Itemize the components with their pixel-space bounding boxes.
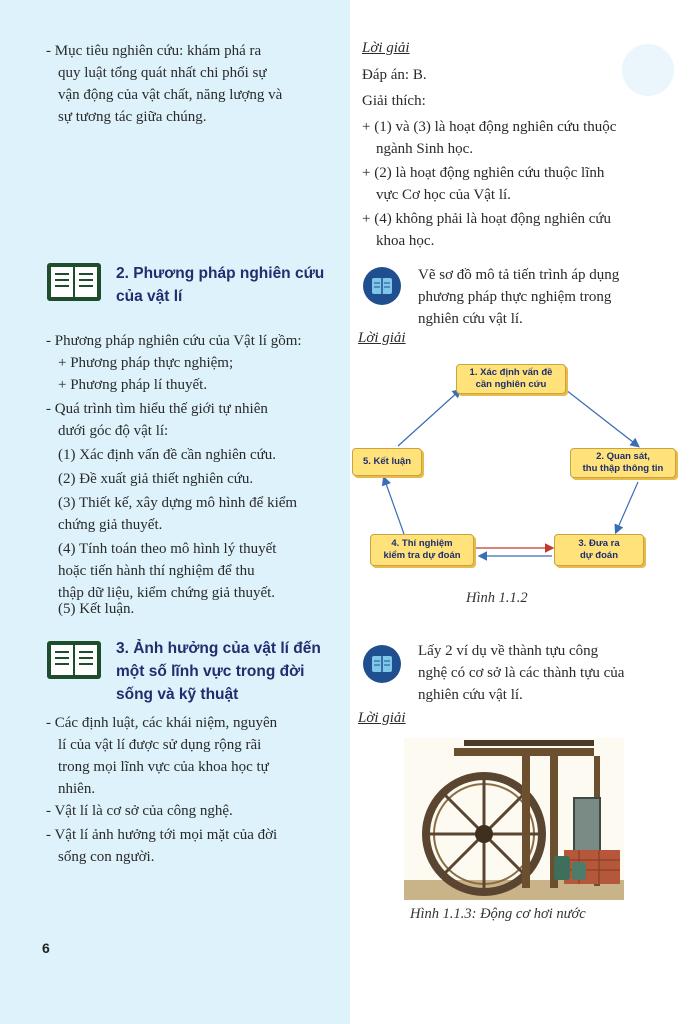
diagram-box-1: 1. Xác định vấn đề cần nghiên cứu	[456, 364, 566, 394]
arrow-4-to-5	[384, 478, 404, 534]
answer1-dap-an: Đáp án: B.	[362, 67, 427, 83]
figure-caption-1-1-2: Hình 1.1.2	[466, 590, 528, 606]
diagram-box-3: 3. Đưa ra dự đoán	[554, 534, 644, 566]
page-number: 6	[42, 940, 50, 956]
answer1-giai-thich: Giải thích:	[362, 93, 426, 109]
figure-caption-1-1-3: Hình 1.1.3: Động cơ hơi nước	[410, 906, 586, 922]
book-icon	[46, 262, 102, 302]
answer1-label: Lời giải	[362, 40, 410, 56]
arrow-2-to-3	[616, 482, 638, 532]
section2-heading: 2. Phương pháp nghiên cứu của vật lí	[116, 265, 325, 305]
steam-engine-illustration	[404, 738, 624, 900]
question2-label: Lời giải	[358, 330, 406, 346]
arrow-1-to-2	[566, 390, 638, 446]
arrow-5-to-1	[398, 390, 460, 446]
section3-heading: 3. Ảnh hưởng của vật lí đến một số lĩnh vực trong đời sống và kỹ thuật	[116, 640, 321, 703]
decorative-circle	[622, 44, 674, 96]
book-icon	[46, 640, 102, 680]
diagram-box-2: 2. Quan sát, thu thập thông tin	[570, 448, 676, 478]
question-book-icon	[362, 266, 402, 306]
question-book-icon	[362, 644, 402, 684]
question3-label: Lời giải	[358, 710, 406, 726]
diagram-box-5: 5. Kết luận	[352, 448, 422, 476]
diagram-box-4: 4. Thí nghiệm kiểm tra dự đoán	[370, 534, 474, 566]
